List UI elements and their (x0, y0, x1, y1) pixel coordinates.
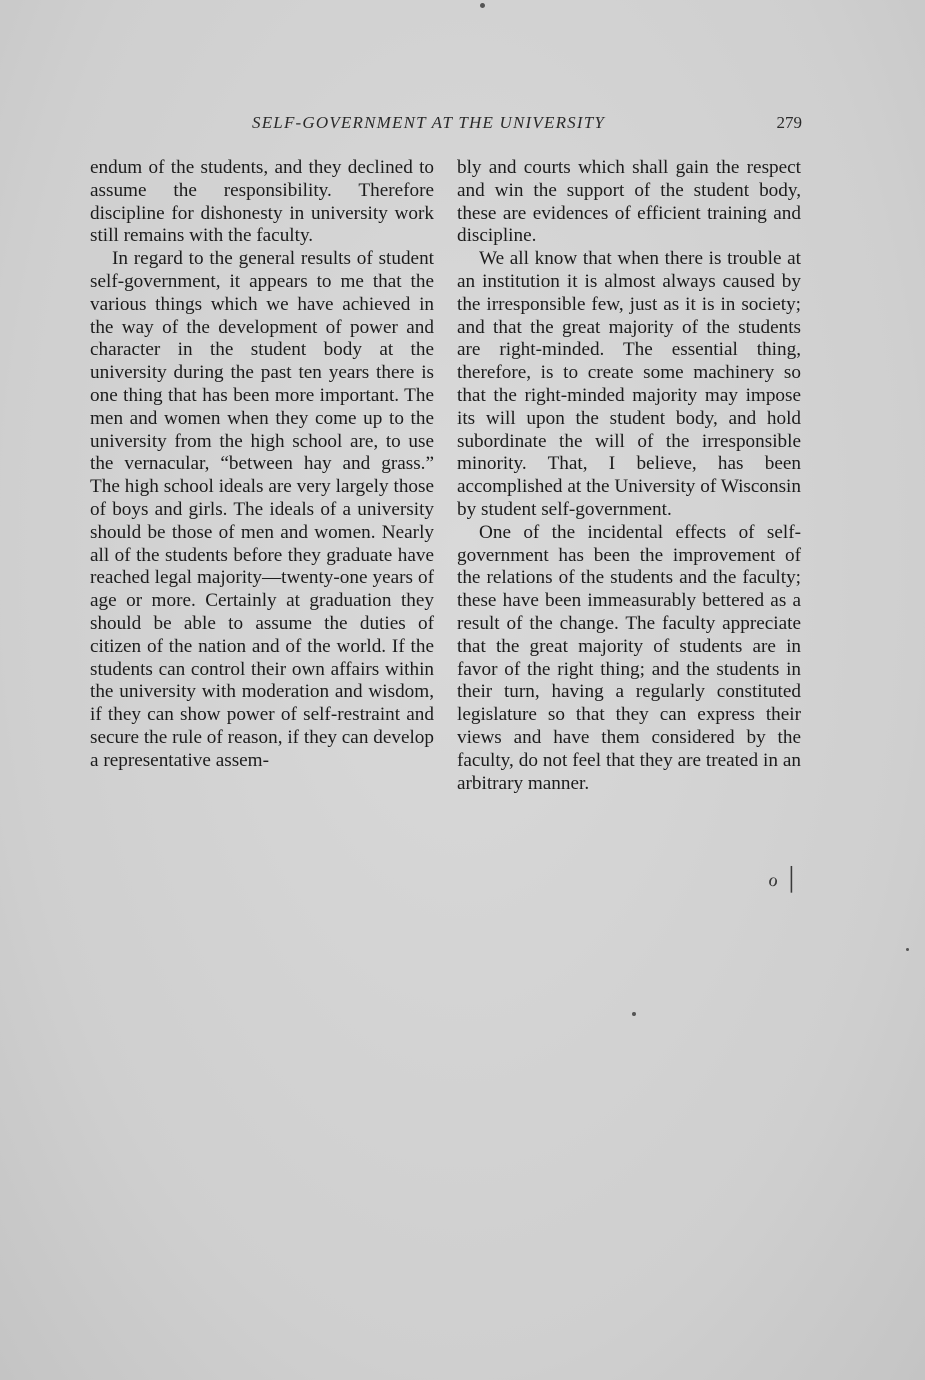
paragraph: One of the incidental effects of self-government has been the improvement of the relations of the students and the faculty; these have been immeasurably bettered as a result of the change. The faculty appreciate that the great majority of students are in favor of the right thing; and the students in their turn, having a regularly constituted legislature so that they can express their views and have them considered by the faculty, do not feel that they are treated in an arbitrary manner. (457, 521, 801, 794)
end-mark: ℴ │ (768, 866, 800, 891)
page-number: 279 (776, 113, 802, 132)
paragraph: We all know that when there is trouble at an institution it is almost always caused by the irresponsible few, just as it is in society; and that the great majority of the students are right-minded. The essential thing, therefore, is to create some machinery so that the right-minded majority may impose its will upon the student body, and hold subordinate the will of the irresponsible minority. That, I believe, has been accomplished at the University of Wisconsin by student self-government. (457, 248, 801, 520)
dust-speck (480, 3, 485, 8)
left-column (90, 157, 434, 773)
paragraph: endum of the students, and they declined to assume the responsibility. Therefore discipline for dishonesty in university work still remains with the faculty. (90, 157, 434, 247)
running-title: SELF-GOVERNMENT AT THE UNIVERSITY (252, 113, 606, 132)
dust-speck (632, 1012, 636, 1016)
dust-speck (906, 948, 909, 951)
running-head (90, 113, 802, 137)
paragraph: bly and courts which shall gain the respect and win the support of the student body, these are evidences of efficient training and discipline. (457, 157, 801, 247)
paragraph: In regard to the general results of student self-government, it appears to me that the various things which we have achieved in the way of the development of power and character in the student body at the university during the past ten years there is one thing that has been more important. The men and women when they come up to the university from the high school are, to use the vernacular, “between hay and grass.” The high school ideals are very largely those of boys and girls. The ideals of a university should be those of men and women. Nearly all of the students before they graduate have reached legal majority—twenty-one years of age or more. Certainly at graduation they should be able to assume the duties of citizen of the nation and of the world. If the students can control their own affairs within the university with moderation and wisdom, if they can show power of self-restraint and secure the rule of reason, if they can develop a representative assem- (90, 248, 434, 771)
right-column (457, 157, 801, 795)
